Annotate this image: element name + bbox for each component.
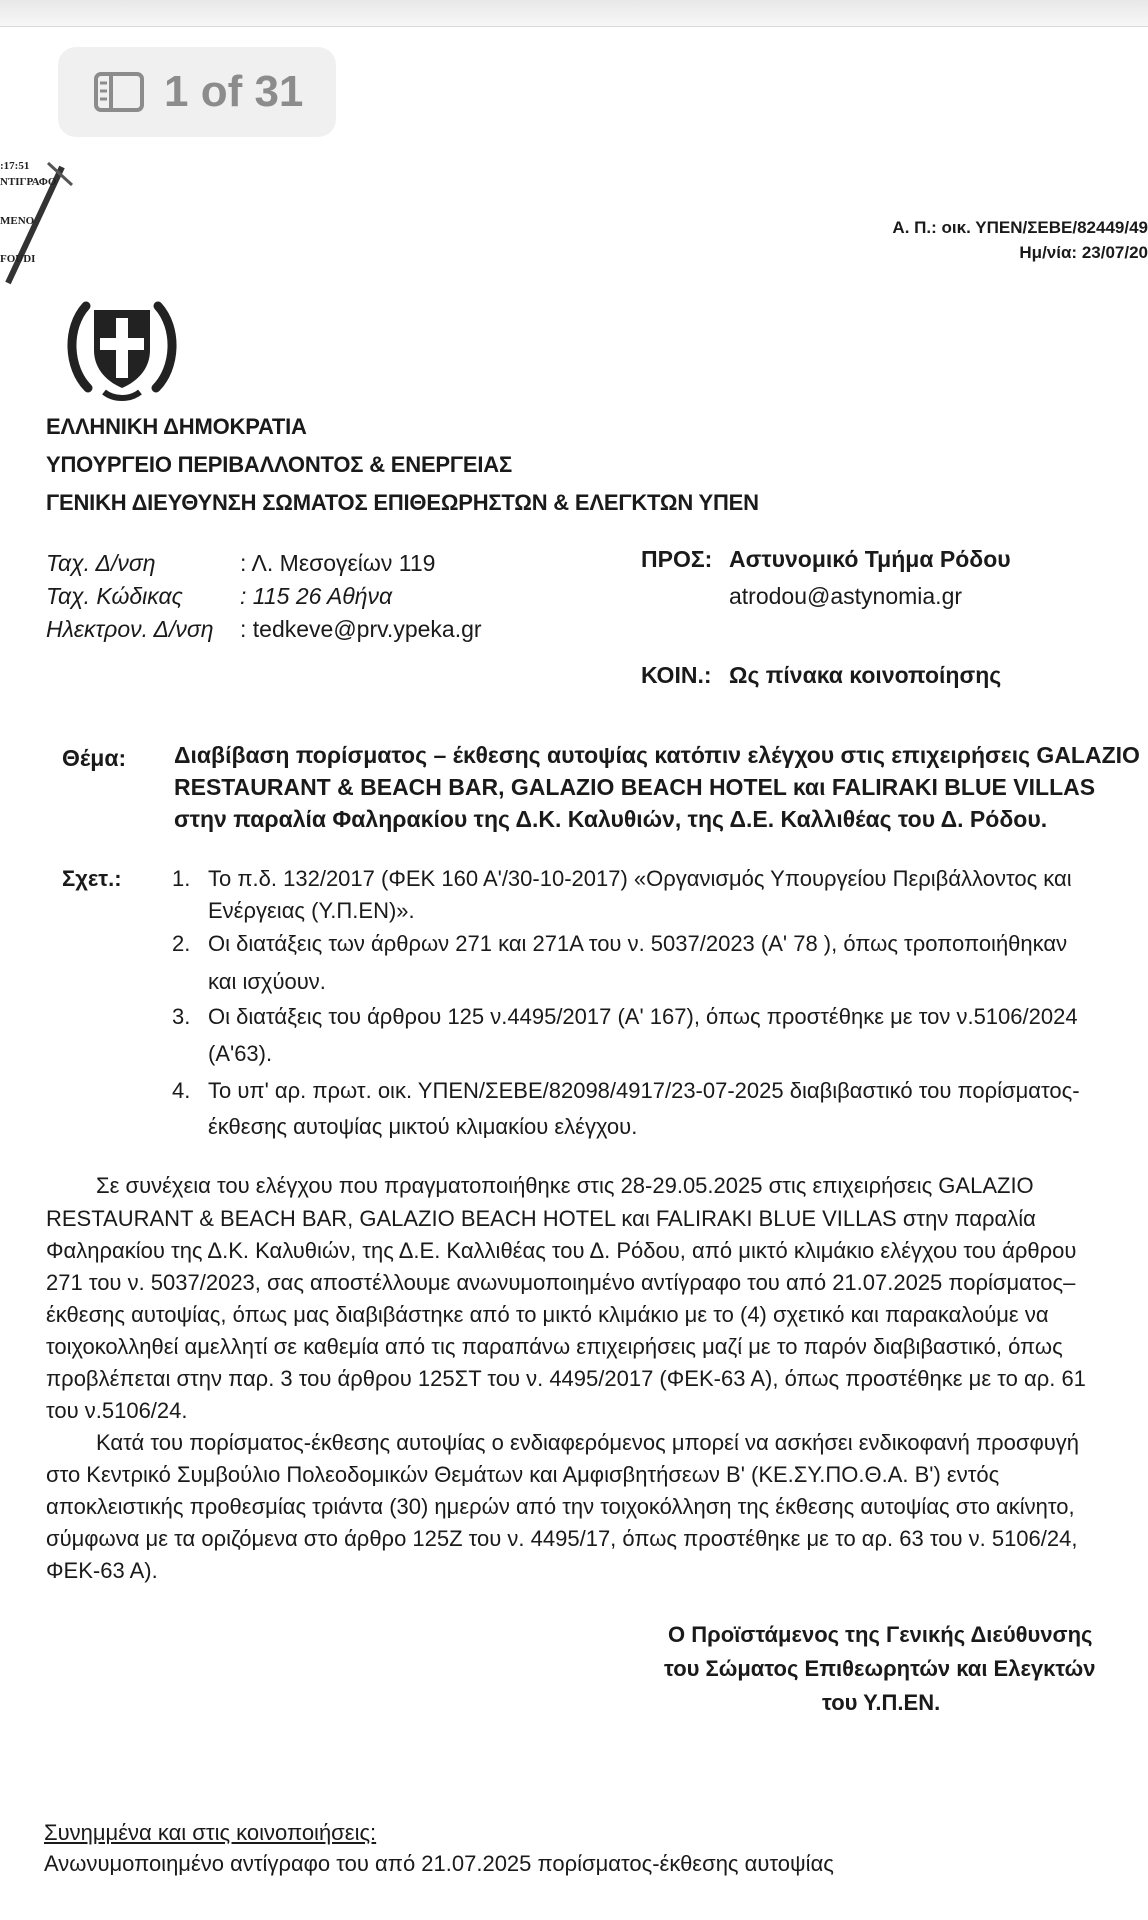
signature-line: Ο Προϊστάμενος της Γενικής Διεύθυνσης	[668, 1622, 1093, 1647]
subject-line: στην παραλία Φαληρακίου της Δ.Κ. Καλυθιών, της Δ.Ε. Καλλιθέας του Δ. Ρόδου.	[174, 806, 1048, 832]
signature-line: του Σώματος Επιθεωρητών και Ελεγκτών	[664, 1656, 1096, 1681]
body-paragraph-line: σύμφωνα με τα οριζόμενα στο άρθρο 125Ζ του ν. 4495/17, όπως προστέθηκε με το αρ. 63 του ν. 5106/24,	[46, 1526, 1078, 1551]
related-item-number: 3.	[172, 1004, 191, 1029]
body-paragraph-line: Σε συνέχεια του ελέγχου που πραγματοποιήθηκε στις 28-29.05.2025 στις επιχειρήσεις GALAZIO	[96, 1173, 1034, 1198]
cc-value: Ως πίνακα κοινοποίησης	[729, 662, 1002, 688]
related-item-line: Το υπ' αρ. πρωτ. οικ. ΥΠΕΝ/ΣΕΒΕ/82098/4917/23-07-2025 διαβιβαστικό του πορίσματος-	[208, 1078, 1080, 1103]
email-label: Ηλεκτρον. Δ/νση	[46, 616, 214, 642]
related-item-line: Ενέργειας (Υ.Π.ΕΝ)».	[208, 898, 415, 923]
body-paragraph-line: αποκλειστικής προθεσμίας τριάντα (30) ημερών από την τοιχοκόλληση της έκθεσης αυτοψίας στο ακίνητο,	[46, 1494, 1075, 1519]
recipient-name: Αστυνομικό Τμήμα Ρόδου	[729, 546, 1011, 572]
postal-code-value: : 115 26 Αθήνα	[240, 583, 393, 609]
subject-line: RESTAURANT & BEACH BAR, GALAZIO BEACH HOTEL και FALIRAKI BLUE VILLAS	[174, 774, 1096, 800]
related-item-number: 1.	[172, 866, 191, 891]
stamp-text-1: :17:51	[0, 160, 30, 172]
postal-code-label: Ταχ. Κώδικας	[46, 583, 183, 609]
header-republic: ΕΛΛΗΝΙΚΗ ΔΗΜΟΚΡΑΤΙΑ	[46, 414, 307, 439]
recipient-label: ΠΡΟΣ:	[641, 546, 713, 572]
related-item-line: και ισχύουν.	[208, 969, 326, 994]
related-item-line: έκθεσης αυτοψίας μικτού κλιμακίου ελέγχου.	[208, 1114, 638, 1139]
body-paragraph-line: Κατά του πορίσματος-έκθεσης αυτοψίας ο ενδιαφερόμενος μπορεί να ασκήσει ενδικοφανή προσφυγή	[96, 1430, 1079, 1455]
signature-line: του Υ.Π.ΕΝ.	[822, 1690, 941, 1715]
related-item-line: Οι διατάξεις του άρθρου 125 ν.4495/2017 (Α' 167), όπως προστέθηκε με τον ν.5106/2024	[208, 1004, 1078, 1029]
related-item-number: 4.	[172, 1078, 191, 1103]
body-paragraph-line: προβλέπεται στην παρ. 3 του άρθρου 125ΣΤ του ν. 4495/2017 (ΦΕΚ-63 Α), όπως προστέθηκε με το αρ. 61	[46, 1366, 1086, 1391]
stamp-text-2: ΝΤΙΓΡΑΦΟ	[0, 176, 57, 188]
cc-label: ΚΟΙΝ.:	[641, 662, 712, 688]
page-indicator[interactable]	[58, 47, 336, 137]
attachment-item: Ανωνυμοποιημένο αντίγραφο του από 21.07.2025 πορίσματος-έκθεσης αυτοψίας	[44, 1851, 834, 1876]
stamp-text-4: FOUDI	[0, 253, 36, 265]
stamp-text-3: ΜΕΝΟ	[0, 215, 35, 227]
page-list-icon	[94, 72, 144, 112]
header-ministry: ΥΠΟΥΡΓΕΙΟ ΠΕΡΙΒΑΛΛΟΝΤΟΣ & ΕΝΕΡΓΕΙΑΣ	[46, 452, 513, 477]
greek-coat-of-arms-icon	[64, 288, 180, 404]
related-item-number: 2.	[172, 931, 191, 956]
body-paragraph-line: στο Κεντρικό Συμβούλιο Πολεοδομικών Θεμάτων και Αμφισβητήσεων Β' (ΚΕ.ΣΥ.ΠΟ.Θ.Α. Β') εντός	[46, 1462, 1000, 1487]
viewer-top-bar	[0, 0, 1148, 27]
protocol-number: Α. Π.: οικ. ΥΠΕΝ/ΣΕΒΕ/82449/49	[892, 218, 1148, 237]
attachments-title: Συνημμένα και στις κοινοποιήσεις:	[44, 1820, 377, 1845]
related-label: Σχετ.:	[62, 866, 122, 891]
body-paragraph-line: έκθεσης αυτοψίας, όπως μας διαβιβάστηκε από το μικτό κλιμάκιο με το (4) σχετικό και παρακαλούμε να	[46, 1302, 1049, 1327]
email-value: : tedkeve@prv.ypeka.gr	[240, 616, 482, 642]
address-label: Ταχ. Δ/νση	[46, 550, 156, 576]
body-paragraph-line: του ν.5106/24.	[46, 1398, 188, 1423]
recipient-email: atrodou@astynomia.gr	[729, 583, 963, 609]
header-directorate: ΓΕΝΙΚΗ ΔΙΕΥΘΥΝΣΗ ΣΩΜΑΤΟΣ ΕΠΙΘΕΩΡΗΣΤΩΝ & ΕΛΕΓΚΤΩΝ ΥΠΕΝ	[46, 490, 759, 515]
body-paragraph-line: 271 του ν. 5037/2023, σας αποστέλλουμε ανωνυμοποιημένο αντίγραφο του από 21.07.2025 πορίσματος–	[46, 1270, 1076, 1295]
body-paragraph-line: Φαληρακίου της Δ.Κ. Καλυθιών, της Δ.Ε. Καλλιθέας του Δ. Ρόδου, από μικτό κλιμάκιο ελέγχου του άρθρου	[46, 1238, 1077, 1263]
related-item-line: (Α'63).	[208, 1041, 273, 1066]
related-item-line: Το π.δ. 132/2017 (ΦΕΚ 160 Α'/30-10-2017) «Οργανισμός Υπουργείου Περιβάλλοντος και	[208, 866, 1072, 891]
subject-line: Διαβίβαση πορίσματος – έκθεσης αυτοψίας κατόπιν ελέγχου στις επιχειρήσεις GALAZIO	[174, 742, 1140, 768]
digital-signature-stamp	[0, 155, 80, 285]
body-paragraph-line: τοιχοκολληθεί αμελλητί σε καθεμία από τις παραπάνω επιχειρήσεις μαζί με το παρόν διαβιβαστικό, όπως	[46, 1334, 1063, 1359]
document-date: Ημ/νία: 23/07/20	[1019, 243, 1148, 262]
page-indicator-label: 1 of 31	[164, 67, 304, 116]
subject-label: Θέμα:	[62, 745, 127, 771]
body-paragraph-line: RESTAURANT & BEACH BAR, GALAZIO BEACH HOTEL και FALIRAKI BLUE VILLAS στην παραλία	[46, 1206, 1036, 1231]
address-value: : Λ. Μεσογείων 119	[240, 550, 436, 576]
body-paragraph-line: ΦΕΚ-63 Α).	[46, 1558, 158, 1583]
related-item-line: Οι διατάξεις των άρθρων 271 και 271Α του ν. 5037/2023 (Α' 78 ), όπως τροποποιήθηκαν	[208, 931, 1068, 956]
